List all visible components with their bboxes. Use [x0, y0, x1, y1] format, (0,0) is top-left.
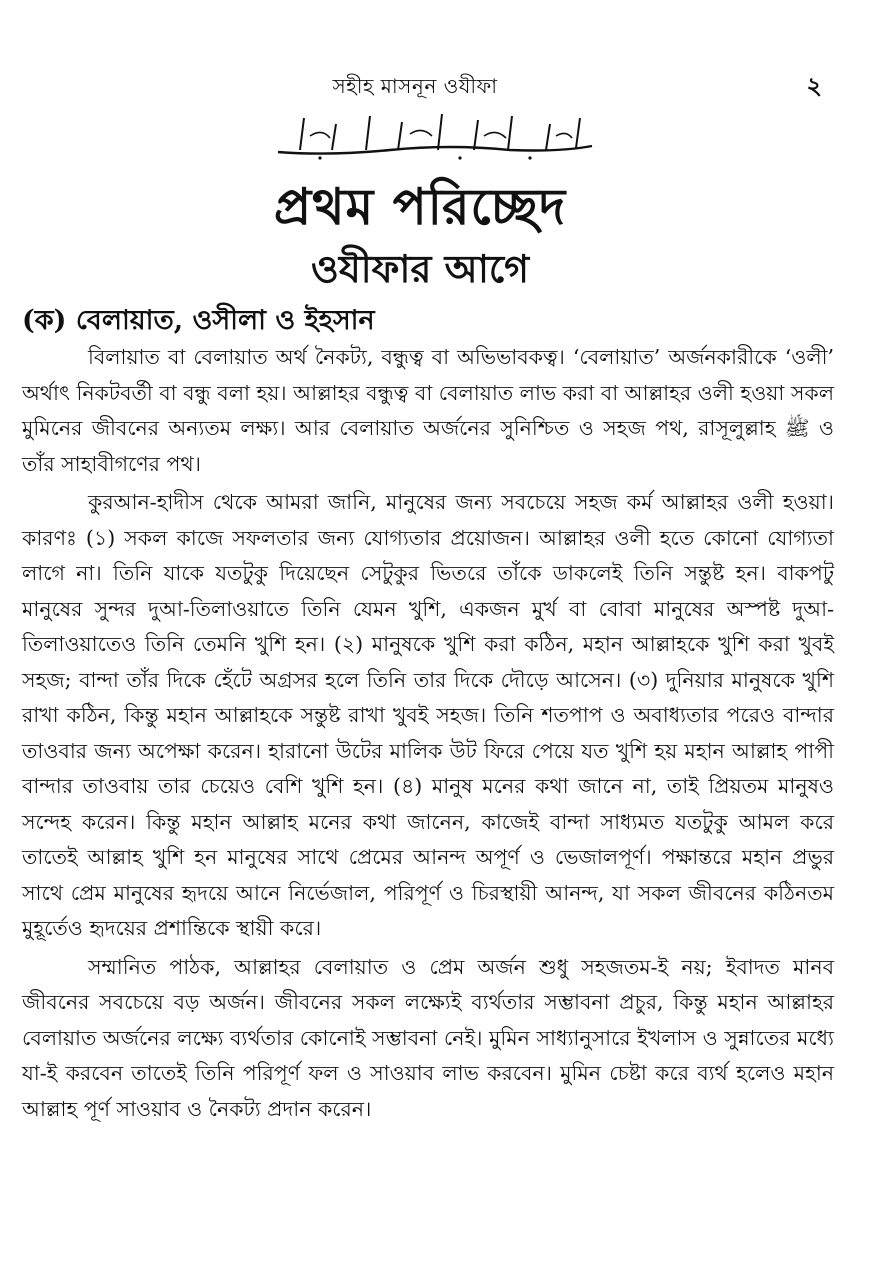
paragraph: বিলায়াত বা বেলায়াত অর্থ নৈকট্য, বন্ধুত্ব বা অভিভাবকত্ব। ‘বেলায়াত’ অর্জনকারীকে ‘ওলী’ অর্থাৎ নিকটবর্তী বা বন্ধু বলা হয়। আল্লাহর বন্ধুত্ব বা বেলায়াত লাভ করা বা আল্লাহর ওলী হওয়া সকল মুমিনের জীবনের অন্যতম লক্ষ্য। আর বেলায়াত অর্জনের সুনিশ্চিত ও সহজ পথ, রাসূলুল্লাহ ﷺ ও তাঁর সাহাবীগণের পথ। [22, 345, 834, 476]
paragraph: সম্মানিত পাঠক, আল্লাহর বেলায়াত ও প্রেম অর্জন শুধু সহজতম-ই নয়; ইবাদত মানব জীবনের সবচেয়ে বড় অর্জন। জীবনের সকল লক্ষ্যেই ব্যর্থতার সম্ভাবনা প্রচুর, কিন্তু মহান আল্লাহর বেলায়াত অর্জনের লক্ষ্যে ব্যর্থতার কোনোই সম্ভাবনা নেই। মুমিন সাধ্যানুসারে ইখলাস ও সুন্নাতের মধ্যে যা-ই করবেন তাতেই তিনি পরিপূর্ণ ফল ও সাওয়াব লাভ করবেন। মুমিন চেষ্টা করে ব্যর্থ হলেও মহান আল্লাহ পূর্ণ সাওয়াব ও নৈকট্য প্রদান করেন। [22, 954, 834, 1121]
chapter-title: প্রথম পরিচ্ছেদ [273, 177, 567, 236]
page-number: ২ [806, 71, 822, 100]
chapter-subtitle: ওযীফার আগে [310, 246, 530, 291]
paragraph: কুরআন-হাদীস থেকে আমরা জানি, মানুষের জন্য সবচেয়ে সহজ কর্ম আল্লাহর ওলী হওয়া। কারণঃ (১) সকল কাজে সফলতার জন্য যোগ্যতার প্রয়োজন। আল্লাহর ওলী হতে কোনো যোগ্যতা লাগে না। তিনি যাকে যতটুকু দিয়েছেন সেটুকুর ভিতরে তাঁকে ডাকলেই তিনি সন্তুষ্ট হন। বাকপটু মানুষের সুন্দর দুআ-তিলাওয়াতে তিনি যেমন খুশি, একজন মুর্খ বা বোবা মানুষের অস্পষ্ট দুআ-তিলাওয়াতেও তিনি তেমনি খুশি হন। (২) মানুষকে খুশি করা কঠিন, মহান আল্লাহকে খুশি করা খুবই সহজ; বান্দা তাঁর দিকে হেঁটে অগ্রসর হলে তিনি তার দিকে দৌড়ে আসেন। (৩) দুনিয়ার মানুষকে খুশি রাখা কঠিন, কিন্তু মহান আল্লাহকে সন্তুষ্ট রাখা খুবই সহজ। তিনি শতপাপ ও অবাধ্যতার পরেও বান্দার তাওবার জন্য অপেক্ষা করেন। হারানো উটের মালিক উট ফিরে পেয়ে যত খুশি হয় মহান আল্লাহ পাপী বান্দার তাওবায় তার চেয়েও বেশি খুশি হন। (৪) মানুষ মনের কথা জানে না, তাই প্রিয়তম মানুষও সন্দেহ করেন। কিন্তু মহান আল্লাহ মনের কথা জানেন, কাজেই বান্দা সাধ্যমত যতটুকু আমল করে তাতেই আল্লাহ খুশি হন মানুষের সাথে প্রেমের আনন্দ অপূর্ণ ও ভেজালপূর্ণ। পক্ষান্তরে মহান প্রভুর সাথে প্রেম মানুষের হৃদয়ে আনে নির্ভেজাল, পরিপূর্ণ ও চিরস্থায়ী আনন্দ, যা সকল জীবনের কঠিনতম মুহূর্তেও হৃদয়ের প্রশান্তিকে স্থায়ী করে। [22, 490, 834, 940]
running-title: সহীহ মাসনূন ওযীফা [332, 74, 498, 98]
bismillah-calligraphy [270, 106, 600, 162]
section-heading: (ক) বেলায়াত, ওসীলা ও ইহসান [22, 305, 375, 336]
page-header [0, 72, 870, 102]
body-text [22, 340, 834, 1130]
